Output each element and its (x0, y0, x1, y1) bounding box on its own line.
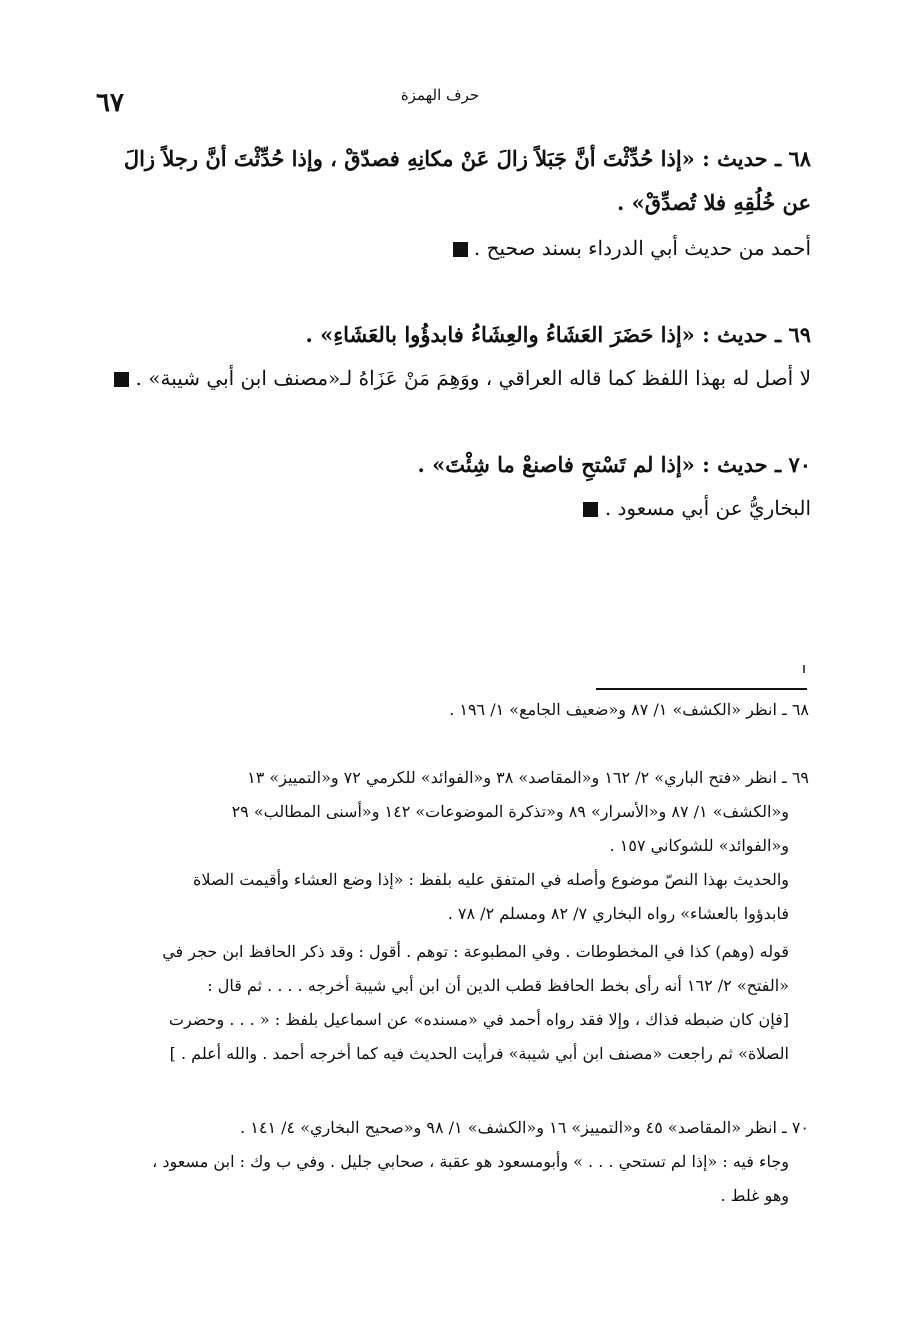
hadith-70-line-1: ٧٠ ـ حديث : «إذا لم تَسْتحِ فاصنعْ ما شِئْتَ» . (417, 452, 811, 477)
end-mark-icon (583, 502, 598, 517)
running-header-title: حرف الهمزة (400, 86, 480, 104)
footnote-70-line-2: وجاء فيه : «إذا لم تستحي . . . » وأبومسعود هو عقبة ، صحابي جليل . وفي ب وك : ابن مسعود ، (152, 1152, 789, 1171)
footnote-68: ٦٨ ـ انظر «الكشف» ١/ ٨٧ و«ضعيف الجامع» ١/ ١٩٦ . (449, 700, 809, 719)
page-number: ٦٧ (96, 88, 124, 118)
hadith-68-line-2: عن خُلُقِهِ فلا تُصدِّقْ» . (617, 190, 811, 215)
hadith-68-source (450, 236, 811, 260)
footnote-69-p3-line-2: «الفتح» ٢/ ١٦٢ أنه رأى بخط الحافظ قطب الدين أن ابن أبي شيبة أخرجه . . . . ثم قال : (207, 976, 789, 995)
hadith-69-source-text: لا أصل له بهذا اللفظ كما قاله العراقي ، ووَهِمَ مَنْ عَزَاهُ لـ«مصنف ابن أبي شيبة» . (135, 366, 811, 390)
hadith-69-source (111, 366, 811, 390)
end-mark-icon (114, 372, 129, 387)
footnote-69-p3-line-1: قوله (وهم) كذا في المخطوطات . وفي المطبوعة : توهم . أقول : وقد ذكر الحافظ ابن حجر في (162, 942, 789, 961)
footnote-separator (596, 688, 807, 690)
footnote-69-p2-line-2: فابدؤوا بالعشاء» رواه البخاري ٧/ ٨٢ ومسلم ٢/ ٧٨ . (447, 904, 789, 923)
end-mark-icon (453, 242, 468, 257)
footnote-69-line-3: و«الفوائد» للشوكاني ١٥٧ . (609, 836, 789, 855)
hadith-70-source (580, 496, 811, 520)
footnote-69-line-1: ٦٩ ـ انظر «فتح الباري» ٢/ ١٦٢ و«المقاصد» ٣٨ و«الفوائد» للكرمي ٧٢ و«التمييز» ١٣ (247, 768, 809, 787)
footnote-69-p3-line-3: [فإن كان ضبطه فذاك ، وإلا فقد رواه أحمد في «مسنده» عن اسماعيل بلفظ : « . . . وحضرت (168, 1010, 789, 1029)
hadith-68-source-text: أحمد من حديث أبي الدرداء بسند صحيح . (473, 236, 811, 260)
footnote-69-p3-line-4: الصلاة» ثم راجعت «مصنف ابن أبي شيبة» فرأيت الحديث فيه كما أخرجه أحمد . والله أعلم . ] (169, 1044, 789, 1063)
hadith-70-source-text: البخاريُّ عن أبي مسعود . (604, 496, 811, 520)
separator-tick (803, 665, 805, 673)
footnote-70-line-3: وهو غلط . (720, 1186, 789, 1205)
hadith-69-line-1: ٦٩ ـ حديث : «إذا حَضَرَ العَشَاءُ والعِشَاءُ فابدؤُوا بالعَشَاءِ» . (305, 322, 811, 347)
footnote-69-p2-line-1: والحديث بهذا النصّ موضوع وأصله في المتفق عليه بلفظ : «إذا وضع العشاء وأقيمت الصلاة (193, 870, 789, 889)
footnote-70: ٧٠ ـ انظر «المقاصد» ٤٥ و«التمييز» ١٦ و«الكشف» ١/ ٩٨ و«صحيح البخاري» ٤/ ١٤١ . (240, 1118, 809, 1137)
hadith-68-line-1: ٦٨ ـ حديث : «إذا حُدِّثْتَ أنَّ جَبَلاً زالَ عَنْ مكانِهِ فصدّقْ ، وإذا حُدِّثْتَ أنَّ رجلاً زالَ (123, 146, 811, 171)
footnote-69-line-2: و«الكشف» ١/ ٨٧ و«الأسرار» ٨٩ و«تذكرة الموضوعات» ١٤٢ و«أسنى المطالب» ٢٩ (231, 802, 789, 821)
